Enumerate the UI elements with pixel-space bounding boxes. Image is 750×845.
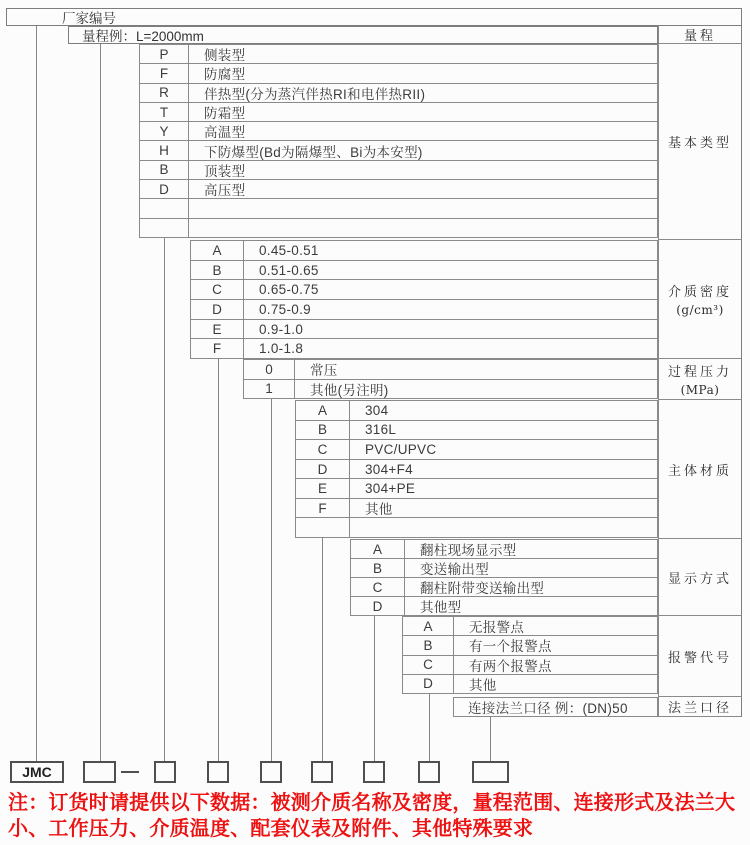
table-row	[296, 518, 657, 537]
row-desc-cell: 0.51-0.65	[259, 262, 319, 278]
row-code-cell: A	[296, 401, 350, 420]
section-flange-size	[453, 697, 658, 717]
table-row	[351, 540, 657, 559]
row-desc-cell: 下防爆型(Bd为隔爆型、Bi为本安型)	[204, 144, 423, 160]
row-code-cell	[140, 199, 189, 217]
row-code-cell	[296, 518, 350, 537]
table-row	[351, 578, 657, 597]
connector-line	[429, 694, 430, 762]
row-code-cell: A	[191, 241, 244, 260]
row-code-cell: F	[296, 499, 350, 518]
table-row	[244, 360, 657, 380]
row-code-cell: 1	[244, 380, 295, 399]
section-body-material	[295, 400, 658, 538]
label-range	[658, 26, 742, 44]
section-display-mode	[350, 539, 658, 616]
factory-number-label: 厂家编号	[62, 11, 116, 26]
table-row	[296, 460, 657, 480]
table-row	[403, 636, 657, 655]
connector-line	[271, 399, 272, 762]
table-row	[191, 300, 657, 320]
table-row	[296, 499, 657, 519]
table-row	[140, 219, 657, 237]
table-row	[140, 122, 657, 141]
model-code-box	[311, 761, 333, 783]
row-desc-cell: 1.0-1.8	[259, 341, 304, 357]
row-desc-cell: 0.75-0.9	[259, 301, 311, 317]
connector-line	[164, 238, 165, 762]
category-label-unit: (g/cm³)	[676, 303, 724, 317]
model-code-box	[83, 761, 116, 783]
label-alarm-code	[658, 616, 742, 697]
category-label: 介质密度	[667, 285, 732, 300]
category-label: 量程	[683, 29, 716, 44]
model-code-box	[472, 761, 509, 783]
table-row	[403, 656, 657, 675]
model-prefix-box: JMC	[10, 761, 64, 783]
row-desc-cell: 0.9-1.0	[259, 321, 304, 337]
label-basic-type	[658, 44, 742, 240]
label-medium-density	[658, 240, 742, 359]
row-desc-cell: 0.45-0.51	[259, 242, 319, 258]
row-desc-cell: 伴热型(分为蒸汽伴热RI和电伴热RII)	[204, 86, 426, 102]
table-row	[140, 84, 657, 103]
connector-line	[36, 26, 37, 762]
row-code-cell: D	[191, 300, 244, 319]
row-code-cell: D	[403, 675, 454, 693]
factory-number-box	[6, 8, 742, 26]
table-row	[191, 320, 657, 340]
separator-dash	[121, 771, 139, 773]
label-flange-size	[658, 697, 742, 717]
category-label-unit: (MPa)	[680, 383, 720, 397]
table-row	[403, 617, 657, 636]
model-code-box	[418, 761, 440, 783]
table-row	[140, 103, 657, 122]
row-desc-cell: 翻柱附带变送输出型	[420, 581, 545, 596]
category-label: 显示方式	[667, 571, 732, 587]
row-desc-cell: 常压	[310, 363, 338, 379]
section-medium-density	[190, 240, 658, 359]
model-code-box	[154, 761, 176, 783]
category-label: 基本类型	[667, 136, 732, 151]
row-desc-cell: PVC/UPVC	[365, 441, 437, 457]
label-display-mode	[658, 539, 742, 616]
table-row	[191, 339, 657, 358]
connector-line	[218, 359, 219, 762]
order-note: 注：订货时请提供以下数据：被测介质名称及密度，量程范围、连接形式及法兰大小、工作压力、介质温度、配套仪表及附件、其他特殊要求	[8, 792, 736, 841]
section-alarm-code	[402, 616, 658, 694]
row-code-cell: A	[403, 617, 454, 635]
table-row	[191, 241, 657, 261]
row-code-cell: D	[351, 597, 405, 615]
table-row	[191, 280, 657, 300]
row-code-cell: C	[351, 578, 405, 596]
category-label: 过程压力	[667, 365, 732, 380]
row-code-cell: P	[140, 45, 189, 63]
row-code-cell: E	[296, 479, 350, 498]
row-code-cell: C	[191, 280, 244, 299]
row-desc-cell: 304	[365, 402, 389, 418]
table-row	[296, 401, 657, 421]
connector-line	[100, 44, 101, 762]
table-row	[351, 559, 657, 578]
row-code-cell	[140, 219, 189, 237]
model-code-box	[207, 761, 229, 783]
row-code-cell: B	[403, 636, 454, 654]
row-code-cell: B	[351, 559, 405, 577]
row-desc-cell: 其他	[469, 677, 497, 693]
row-desc-cell: 顶装型	[204, 163, 246, 179]
table-row	[296, 479, 657, 499]
row-code-cell: H	[140, 141, 189, 159]
row-desc-cell: 304+F4	[365, 461, 413, 477]
row-desc-cell: 304+PE	[365, 481, 416, 497]
table-row	[403, 675, 657, 693]
table-row	[140, 180, 657, 199]
model-code-box	[260, 761, 282, 783]
table-row	[296, 421, 657, 441]
row-desc-cell: 高压型	[204, 183, 246, 199]
row-code-cell: T	[140, 103, 189, 121]
row-desc-cell	[189, 219, 657, 237]
row-code-cell: E	[191, 320, 244, 339]
table-row	[244, 380, 657, 399]
table-row	[351, 597, 657, 615]
row-desc-cell	[350, 518, 657, 537]
row-code-cell: A	[351, 540, 405, 558]
row-desc-cell: 有两个报警点	[469, 658, 552, 674]
row-code-cell: C	[403, 656, 454, 674]
label-body-material	[658, 400, 742, 539]
label-process-pressure	[658, 359, 742, 400]
row-desc-cell: 316L	[365, 422, 397, 438]
table-row	[296, 440, 657, 460]
category-label: 法兰口径	[667, 701, 732, 716]
row-desc-cell: 0.65-0.75	[259, 282, 319, 298]
section-process-pressure	[243, 359, 658, 399]
table-row	[454, 698, 657, 716]
row-desc-cell: 高温型	[204, 125, 246, 141]
row-desc-cell: 其他(另注明)	[310, 382, 389, 398]
row-code-cell: D	[140, 180, 189, 198]
category-label: 报警代号	[667, 650, 732, 666]
row-desc-cell: 防霜型	[204, 106, 246, 122]
table-row	[140, 161, 657, 180]
row-code-cell: B	[296, 421, 350, 440]
row-desc-cell: 翻柱现场显示型	[420, 543, 517, 558]
row-code-cell: C	[296, 440, 350, 459]
connector-line	[374, 616, 375, 762]
model-code-box	[363, 761, 385, 783]
row-desc-cell: 防腐型	[204, 67, 246, 83]
row-desc-cell: 侧装型	[204, 48, 246, 64]
row-desc-cell: 有一个报警点	[469, 639, 552, 655]
row-code-cell: Y	[140, 122, 189, 140]
row-desc-cell: 其他	[365, 502, 393, 518]
row-desc-cell: 变送输出型	[420, 562, 489, 577]
connector-line	[322, 538, 323, 762]
row-code-cell: 0	[244, 360, 295, 379]
row-desc-cell: 连接法兰口径 例：(DN)50	[468, 701, 628, 716]
row-code-cell: B	[140, 161, 189, 179]
table-row	[140, 45, 657, 64]
row-code-cell: R	[140, 84, 189, 102]
row-code-cell: F	[140, 64, 189, 82]
range-example-box	[68, 26, 658, 44]
row-code-cell: B	[191, 261, 244, 280]
connector-line	[490, 717, 491, 762]
row-desc-cell: 无报警点	[469, 620, 525, 636]
row-desc-cell	[189, 199, 657, 217]
table-row	[140, 141, 657, 160]
range-example-text: 量程例：L=2000mm	[82, 29, 204, 44]
category-label: 主体材质	[667, 463, 732, 479]
table-row	[191, 261, 657, 281]
section-basic-type	[139, 44, 658, 238]
table-row	[140, 64, 657, 83]
row-desc-cell: 其他型	[420, 600, 462, 615]
row-code-cell: D	[296, 460, 350, 479]
row-code-cell: F	[191, 339, 244, 358]
table-row	[140, 199, 657, 218]
